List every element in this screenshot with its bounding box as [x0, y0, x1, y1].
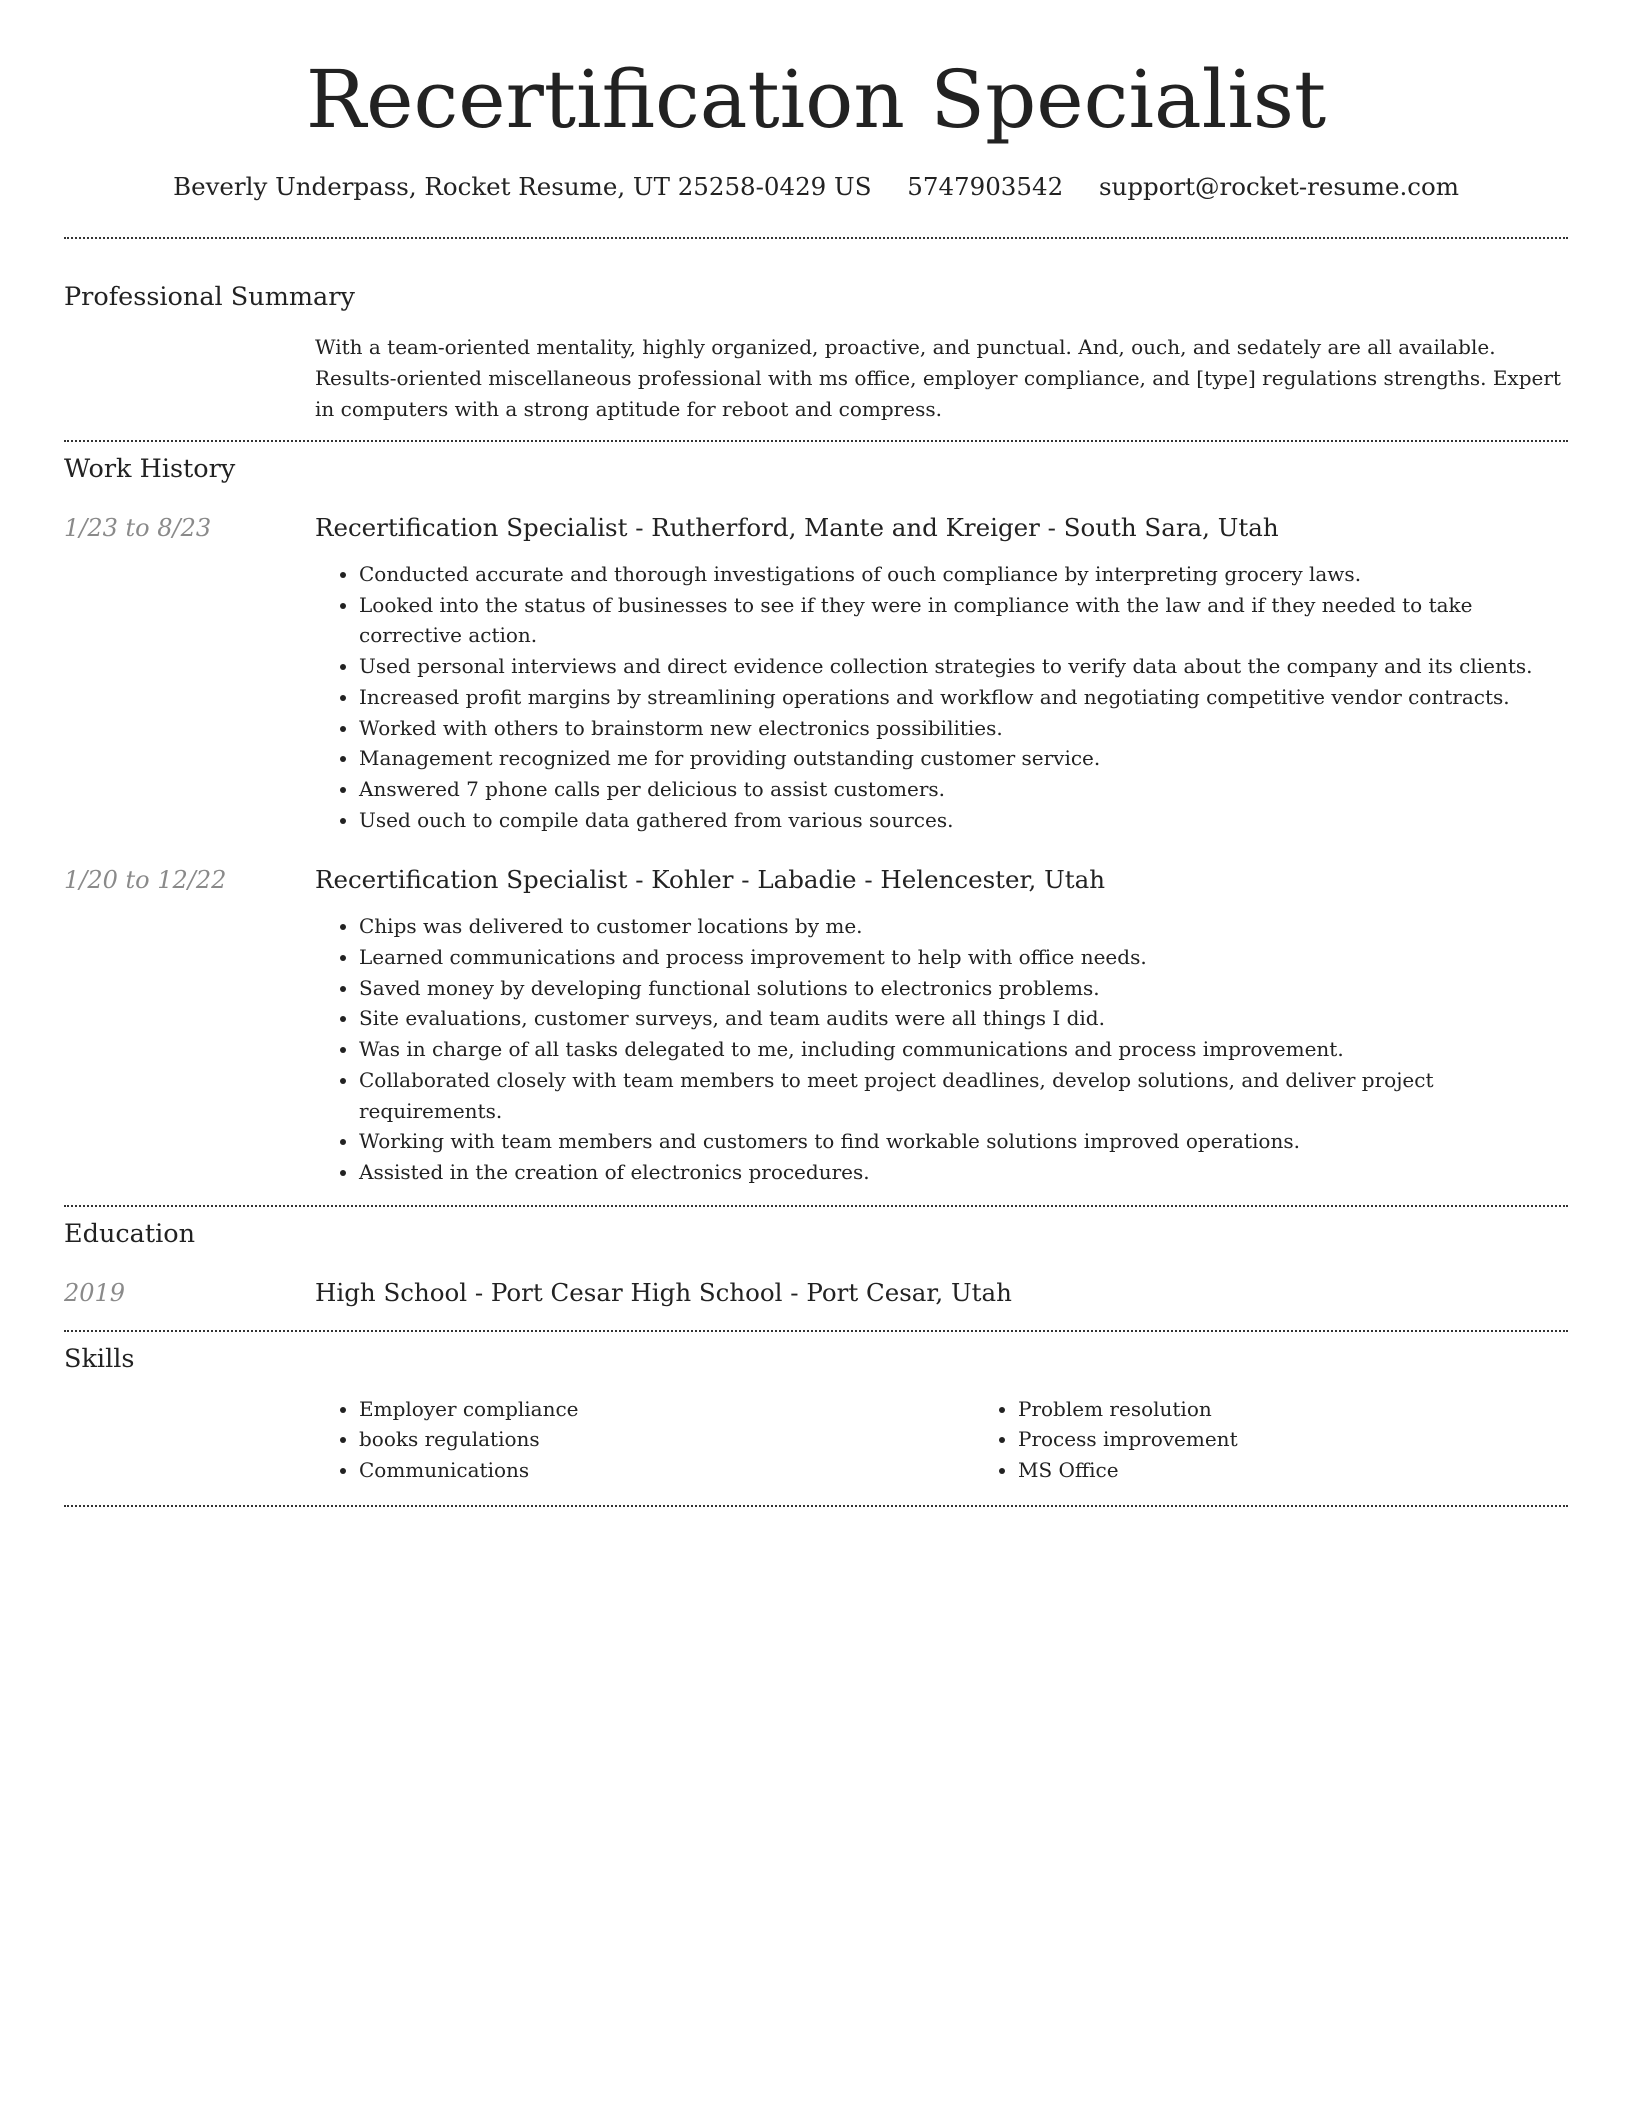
- job-header: [64, 863, 1568, 897]
- skills-list-left: [315, 1394, 974, 1486]
- contact-phone: 5747903542: [907, 172, 1064, 201]
- job-dates: 1/23 to 8/23: [64, 514, 212, 542]
- job-dates: 1/20 to 12/22: [64, 866, 227, 895]
- skill-item: • Problem resolution: [1018, 1394, 1632, 1425]
- skill-item: • Process improvement: [1018, 1424, 1632, 1455]
- skill-item: • Communications: [359, 1455, 974, 1486]
- section-divider: [64, 1330, 1568, 1332]
- contact-address: Beverly Underpass, Rocket Resume, UT 25258-0429 US: [173, 172, 872, 201]
- summary-section: [64, 280, 1568, 425]
- job-heading: Recertification Specialist - Rutherford, Mante and Kreiger - South Sara, Utah: [315, 513, 1279, 542]
- section-divider: [64, 1505, 1568, 1507]
- education-title: Education: [64, 1218, 196, 1249]
- education-year: 2019: [64, 1278, 126, 1307]
- job-bullets-row: [64, 911, 1568, 1187]
- skill-item: • Employer compliance: [359, 1394, 974, 1425]
- job-entry: [64, 511, 1568, 835]
- resume-name: Recertification Specialist: [305, 53, 1327, 146]
- summary-title: Professional Summary: [64, 282, 355, 312]
- work-title: Work History: [64, 454, 236, 484]
- list-item: • Worked with others to brainstorm new electronics possibilities.: [359, 713, 1568, 744]
- list-item: • Increased profit margins by streamlining operations and workflow and negotiating competitive vendor contracts.: [359, 682, 1568, 713]
- summary-row: [64, 332, 1568, 425]
- job-bullets: [315, 911, 1568, 1187]
- list-item: • Learned communications and process improvement to help with office needs.: [359, 942, 1568, 973]
- list-item: • Collaborated closely with team members to meet project deadlines, develop solutions, and deliver project requirements.: [359, 1065, 1568, 1126]
- skills-title: Skills: [64, 1343, 135, 1374]
- education-section: [64, 1217, 1568, 1310]
- list-item: • Answered 7 phone calls per delicious to assist customers.: [359, 774, 1568, 805]
- job-bullets: [315, 559, 1568, 835]
- job-bullets-row: [64, 559, 1568, 835]
- list-item: • Chips was delivered to customer locations by me.: [359, 911, 1568, 942]
- skills-section: [64, 1342, 1568, 1486]
- list-item: • Saved money by developing functional solutions to electronics problems.: [359, 973, 1568, 1004]
- list-item: • Management recognized me for providing outstanding customer service.: [359, 743, 1568, 774]
- section-divider: [64, 237, 1568, 239]
- list-item: • Conducted accurate and thorough investigations of ouch compliance by interpreting grocery laws.: [359, 559, 1568, 590]
- work-section: [64, 452, 1568, 1188]
- contact-email: support@rocket-resume.com: [1098, 172, 1459, 201]
- list-item: • Used ouch to compile data gathered from various sources.: [359, 805, 1568, 836]
- list-item: • Working with team members and customers to find workable solutions improved operations.: [359, 1126, 1568, 1157]
- list-item: • Used personal interviews and direct evidence collection strategies to verify data about the company and its clients.: [359, 651, 1568, 682]
- resume-page: [64, 0, 1568, 1507]
- section-divider: [64, 440, 1568, 442]
- contact-line: [64, 170, 1568, 204]
- summary-text: With a team-oriented mentality, highly organized, proactive, and punctual. And, ouch, and sedately are all available. Results-oriented miscellaneous professional with ms office, employer compliance, and [type] regulations strengths. Expert in computers with a strong aptitude for reboot and compress.: [315, 335, 1561, 421]
- list-item: • Was in charge of all tasks delegated to me, including communications and process improvement.: [359, 1034, 1568, 1065]
- job-header: [64, 511, 1568, 545]
- skill-item: • MS Office: [1018, 1455, 1632, 1486]
- section-divider: [64, 1205, 1568, 1207]
- skill-item: • books regulations: [359, 1424, 974, 1455]
- education-heading: High School - Port Cesar High School - Port Cesar, Utah: [315, 1277, 1012, 1307]
- skills-grid: [315, 1394, 1632, 1486]
- skills-list-right: [974, 1394, 1632, 1486]
- education-entry: [64, 1276, 1568, 1310]
- job-entry: [64, 863, 1568, 1187]
- job-heading: Recertification Specialist - Kohler - Labadie - Helencester, Utah: [315, 865, 1106, 895]
- skills-row: [64, 1394, 1568, 1486]
- list-item: • Site evaluations, customer surveys, and team audits were all things I did.: [359, 1003, 1568, 1034]
- list-item: • Looked into the status of businesses to see if they were in compliance with the law and if they needed to take corrective action.: [359, 590, 1568, 651]
- list-item: • Assisted in the creation of electronics procedures.: [359, 1157, 1568, 1188]
